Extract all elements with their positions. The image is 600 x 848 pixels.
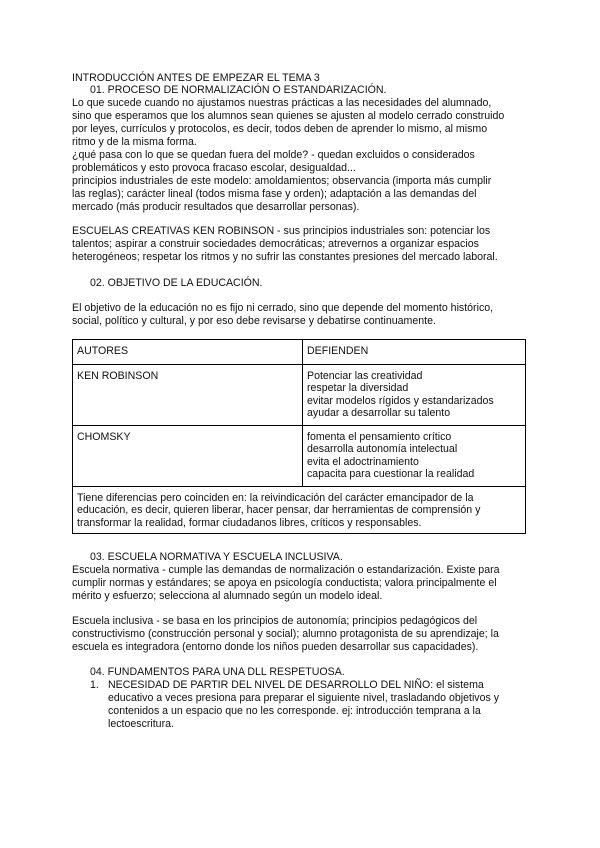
paragraph-line: problemáticos y esto provoca fracaso escolar, desigualdad... [72, 162, 356, 174]
paragraph-line: mérito y esfuerzo; selecciona al alumnado según un modelo ideal. [72, 590, 383, 602]
paragraph-line: sino que esperamos que los alumnos sean quienes se ajusten al modelo cerrado construido [72, 110, 505, 122]
section-04-heading: 04. FUNDAMENTOS PARA UNA DLL RESPETUOSA. [90, 666, 345, 678]
table-footer-row [73, 487, 526, 534]
table-header-cell: DEFIENDEN [303, 340, 526, 365]
document-title: INTRODUCCIÓN ANTES DE EMPEZAR EL TEMA 3 [72, 72, 320, 84]
list-number: 1. [90, 679, 99, 691]
table-footer-cell: Tiene diferencias pero coinciden en: la reivindicación del carácter emancipador de la educación, es decir, quieren liberar, hacer pensar, dar herramientas de comprensión y transformar la realidad, formar ciudadanos libres, críticos y responsables. [73, 487, 526, 534]
paragraph-line: El objetivo de la educación no es fijo ni cerrado, sino que depende del momento histórico, [72, 302, 494, 314]
paragraph-line: las reglas); carácter lineal (todos misma fase y orden); adaptación a las demandas del [72, 188, 477, 200]
authors-table [72, 339, 526, 534]
defienden-cell: Potenciar las creatividad respetar la diversidad evitar modelos rígidos y estandarizados ayudar a desarrollar su talento [303, 365, 526, 426]
section-02-heading: 02. OBJETIVO DE LA EDUCACIÓN. [90, 277, 263, 289]
section-01-heading: 01. PROCESO DE NORMALIZACIÓN O ESTANDARIZACIÓN. [90, 84, 387, 96]
table-header-cell: AUTORES [73, 340, 303, 365]
author-cell: KEN ROBINSON [73, 365, 303, 426]
paragraph-line: principios industriales de este modelo: amoldamientos; observancia (importa más cumplir [72, 175, 492, 187]
paragraph-line: Escuela normativa - cumple las demandas de normalización o estandarización. Existe para [72, 564, 500, 576]
paragraph-line: ritmo y de la misma forma. [72, 136, 197, 148]
table-row [73, 365, 526, 426]
paragraph-line: talentos; aspirar a construir sociedades democráticas; atrevernos a organizar espacios [72, 238, 479, 250]
paragraph-line: escuela es integradora (entorno donde los niños pueden desarrollar sus capacidades). [72, 641, 479, 653]
section-03-heading: 03. ESCUELA NORMATIVA Y ESCUELA INCLUSIVA. [90, 551, 343, 563]
paragraph-line: mercado (más producir resultados que desarrollar personas). [72, 201, 360, 213]
paragraph-line: Escuela inclusiva - se basa en los principios de autonomía; principios pedagógicos del [72, 615, 478, 627]
table-header-row [73, 340, 526, 365]
paragraph-line: por leyes, currículos y protocolos, es decir, todos deben de aprender lo mismo, al mismo [72, 123, 488, 135]
list-item-line: contenidos a un espacio que no les corresponde. ej: introducción temprana a la [108, 705, 481, 717]
paragraph-line: social, político y cultural, y por eso debe revisarse y debatirse continuamente. [72, 315, 436, 327]
list-item-line: educativo a veces presiona para preparar el siguiente nivel, trasladando objetivos y [108, 692, 500, 704]
paragraph-line: constructivismo (construcción personal y social); alumno protagonista de su aprendizaje; la [72, 628, 499, 640]
defienden-cell: fomenta el pensamiento crítico desarrolla autonomía intelectual evita el adoctrinamiento capacita para cuestionar la realidad [303, 426, 526, 487]
paragraph-line: ¿qué pasa con lo que se quedan fuera del molde? - quedan excluidos o considerados [72, 149, 475, 161]
list-item-line: NECESIDAD DE PARTIR DEL NIVEL DE DESARROLLO DEL NIÑO: el sistema [108, 679, 484, 691]
paragraph-line: Lo que sucede cuando no ajustamos nuestras prácticas a las necesidades del alumnado, [72, 97, 492, 109]
paragraph-line: cumplir normas y estándares; se apoya en psicología conductista; valora principalmente el [72, 577, 497, 589]
table-row [73, 426, 526, 487]
paragraph-line: ESCUELAS CREATIVAS KEN ROBINSON - sus principios industriales son: potenciar los [72, 225, 491, 237]
author-cell: CHOMSKY [73, 426, 303, 487]
paragraph-line: heterogéneos; respetar los ritmos y no sufrir las constantes presiones del mercado laboral. [72, 251, 498, 263]
list-item-line: lectoescritura. [108, 718, 174, 730]
